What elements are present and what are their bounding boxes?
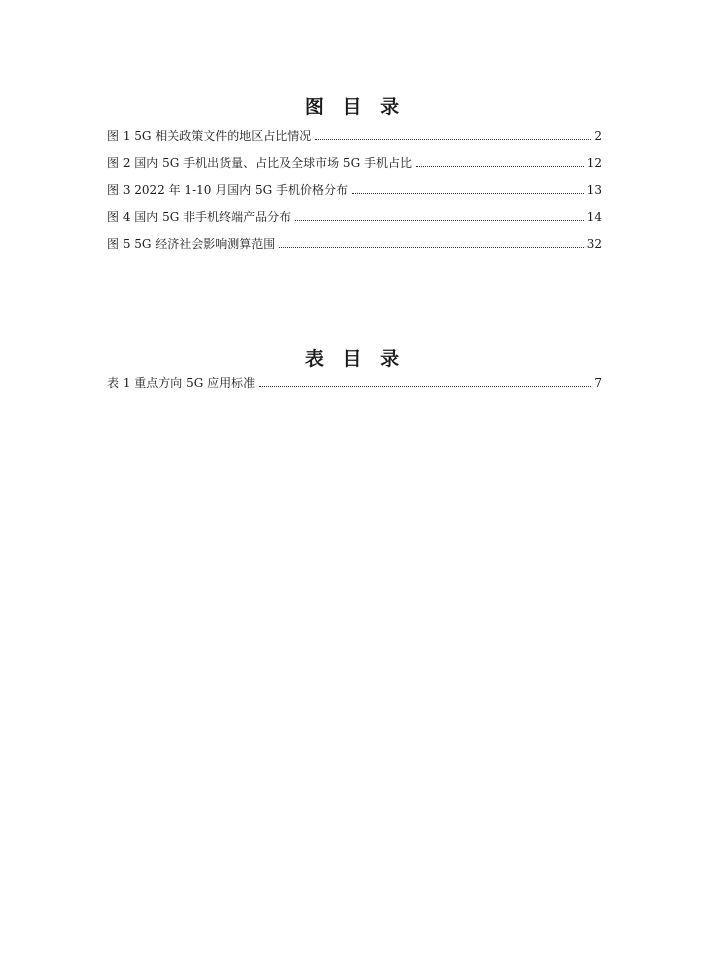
figure-entry-page: 12	[586, 156, 602, 170]
dot-leader	[352, 192, 584, 194]
figure-entry-label: 图 5 5G 经济社会影响测算范围	[107, 237, 276, 251]
dot-leader	[315, 138, 591, 140]
figure-entry-label: 图 1 5G 相关政策文件的地区占比情况	[107, 129, 312, 143]
table-entry-page: 7	[594, 376, 602, 390]
dot-leader	[279, 246, 583, 248]
table-entry[interactable]	[107, 375, 602, 402]
figure-entry-page: 13	[586, 183, 602, 197]
dot-leader	[416, 165, 584, 167]
figure-entry[interactable]	[107, 182, 602, 209]
figure-entry-page: 14	[586, 210, 602, 224]
figure-index-list	[107, 128, 602, 263]
dot-leader	[259, 385, 591, 387]
figure-index-title: 图 目 录	[304, 96, 406, 118]
figure-entry[interactable]	[107, 236, 602, 263]
table-index-list	[107, 375, 602, 402]
figure-entry-label: 图 3 2022 年 1-10 月国内 5G 手机价格分布	[107, 183, 349, 197]
table-index-title: 表 目 录	[304, 348, 406, 370]
figure-entry[interactable]	[107, 155, 602, 182]
figure-entry[interactable]	[107, 209, 602, 236]
figure-entry-label: 图 2 国内 5G 手机出货量、占比及全球市场 5G 手机占比	[107, 156, 412, 170]
figure-entry-page: 32	[586, 237, 602, 251]
figure-entry[interactable]	[107, 128, 602, 155]
dot-leader	[295, 219, 584, 221]
table-entry-label: 表 1 重点方向 5G 应用标准	[107, 376, 256, 390]
figure-entry-label: 图 4 国内 5G 非手机终端产品分布	[107, 210, 292, 224]
figure-entry-page: 2	[594, 129, 602, 143]
